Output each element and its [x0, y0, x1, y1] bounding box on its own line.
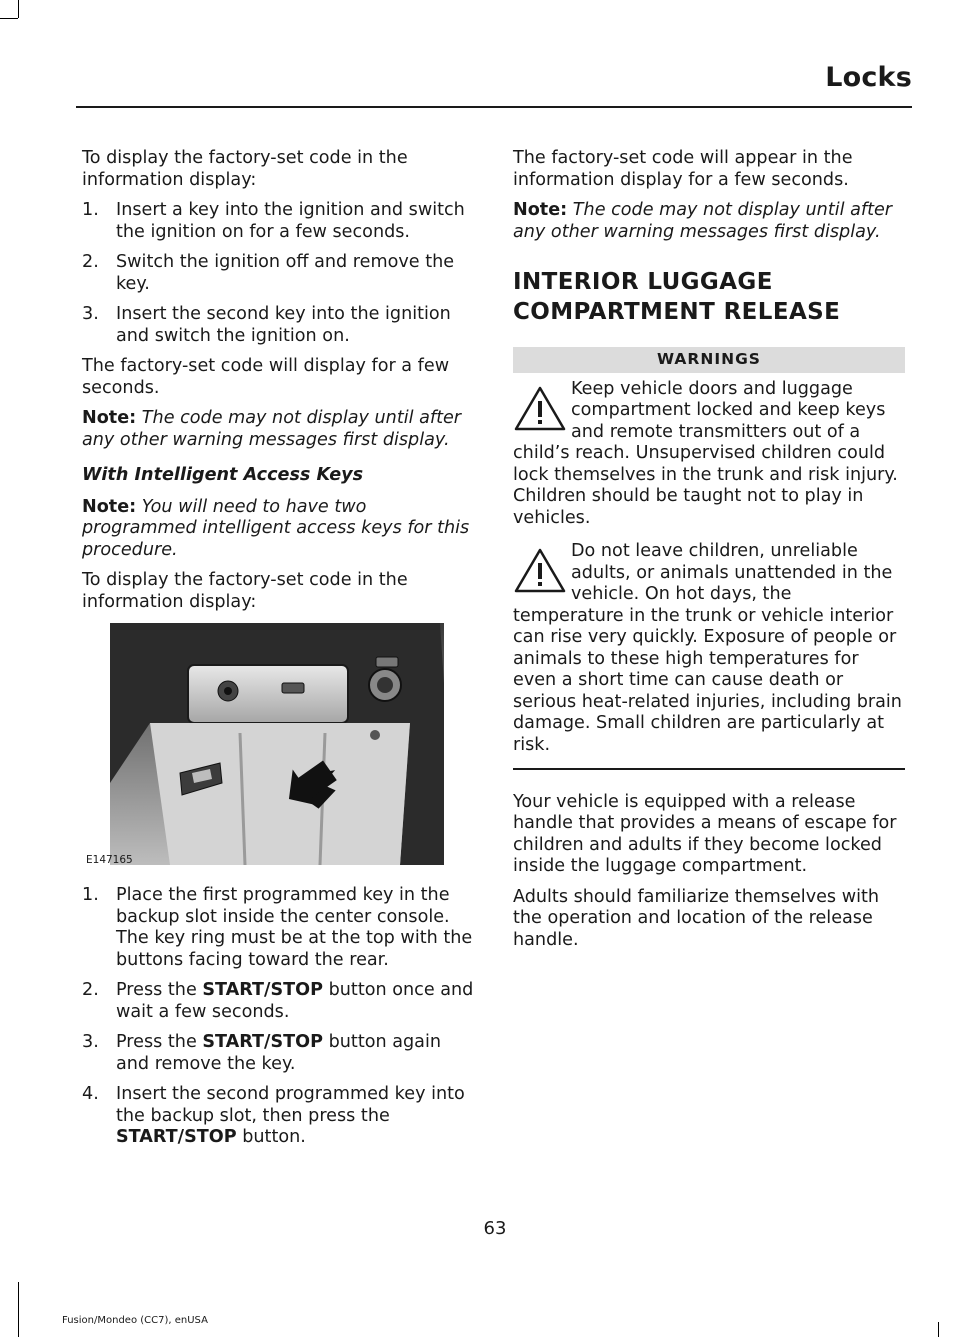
step-text: button. [236, 1127, 306, 1147]
body-paragraph: Adults should familiarize themselves with the operation and location of the release handle. [513, 886, 880, 950]
step-number: 3. [82, 1032, 99, 1052]
button-name: START/STOP [116, 1127, 237, 1147]
warning-text: Keep vehicle doors and luggage compartment locked and keep keys and remote transmitters out of a child’s reach. Unsupervised children could lock themselves in the trunk and risk injury. Children should be taught not to play in vehicles. [513, 378, 898, 528]
note-label: Note: [82, 408, 137, 428]
warning-block [513, 379, 905, 530]
list-item [82, 304, 474, 347]
section-title-line: INTERIOR LUGGAGE [513, 269, 773, 295]
step-text: Place the first programmed key in the backup slot inside the center console. The key ring must be at the top with the buttons facing toward the rear. [116, 885, 473, 970]
section-title [513, 267, 905, 327]
figure-wrapper [82, 623, 474, 885]
step-text: Insert a key into the ignition and switch the ignition on for a few seconds. [116, 200, 465, 242]
button-name: START/STOP [202, 980, 324, 1000]
step-number: 3. [82, 304, 99, 324]
page-number: 63 [483, 1218, 507, 1239]
body-paragraph: Your vehicle is equipped with a release handle that provides a means of escape for children and adults if they become locked inside the luggage compartment. [513, 791, 897, 876]
subheading: With Intelligent Access Keys [82, 465, 364, 485]
intro-text: To display the factory-set code in the information display: [82, 148, 408, 190]
crop-mark [18, 0, 19, 18]
warning-triangle-icon [513, 385, 567, 433]
warnings-end-rule [513, 768, 905, 770]
step-text: Press the [116, 1032, 203, 1052]
list-item [82, 980, 474, 1023]
note-label: Note: [513, 200, 568, 220]
intro-text: To display the factory-set code in the information display: [82, 570, 408, 612]
note [82, 497, 474, 562]
warning-block [513, 541, 905, 756]
figure-code: E147165 [86, 853, 133, 866]
crop-mark [0, 18, 18, 19]
step-text: button again and remove the key. [116, 1032, 442, 1074]
button-name: START/STOP [202, 1032, 324, 1052]
center-console-illustration [110, 623, 444, 865]
warning-triangle-icon [513, 547, 567, 595]
note-text: You will need to have two programmed intelligent access keys for this procedure. [82, 496, 470, 560]
list-item [82, 885, 474, 971]
step-text: button once and wait a few seconds. [116, 980, 474, 1022]
right-column [513, 148, 905, 960]
crop-mark [18, 1282, 19, 1337]
step-text: Insert the second programmed key into the backup slot, then press the [116, 1084, 465, 1126]
list-item [82, 200, 474, 243]
step-text: Press the [116, 980, 203, 1000]
crop-mark [938, 1322, 939, 1337]
note-text: The code may not display until after any other warning messages first display. [82, 408, 462, 450]
step-number: 1. [82, 885, 99, 905]
step-number: 4. [82, 1084, 99, 1104]
step-text: Switch the ignition off and remove the key. [116, 252, 455, 294]
note [82, 408, 474, 451]
steps-list [82, 200, 474, 347]
step-number: 1. [82, 200, 99, 220]
list-item [82, 1032, 474, 1075]
note [513, 200, 905, 243]
footer-text: Fusion/Mondeo (CC7), enUSA [62, 1315, 208, 1326]
after-steps-text: The factory-set code will display for a few seconds. [82, 356, 450, 398]
page-header-title: Locks [825, 62, 912, 93]
console-figure [86, 623, 444, 866]
note-label: Note: [82, 496, 137, 517]
step-text: Insert the second key into the ignition and switch the ignition on. [116, 304, 451, 346]
list-item [82, 1084, 474, 1149]
step-number: 2. [82, 252, 99, 272]
left-column [82, 148, 474, 1158]
note-text: The code may not display until after any other warning messages first display. [513, 200, 893, 242]
warnings-header: WARNINGS [513, 347, 905, 373]
warning-text: Do not leave children, unreliable adults, or animals unattended in the vehicle. On hot days, the temperature in the trunk or vehicle interior can rise very quickly. Exposure of people or animals to these high temperatures for even a short time can cause death or serious heat-related injuries, including brain damage. Small children are particularly at risk. [513, 541, 902, 755]
steps-list [82, 885, 474, 1149]
section-title-line: COMPARTMENT RELEASE [513, 299, 841, 325]
intro-text: The factory-set code will appear in the information display for a few seconds. [513, 148, 853, 190]
list-item [82, 252, 474, 295]
header-rule [76, 106, 912, 108]
step-number: 2. [82, 980, 99, 1000]
